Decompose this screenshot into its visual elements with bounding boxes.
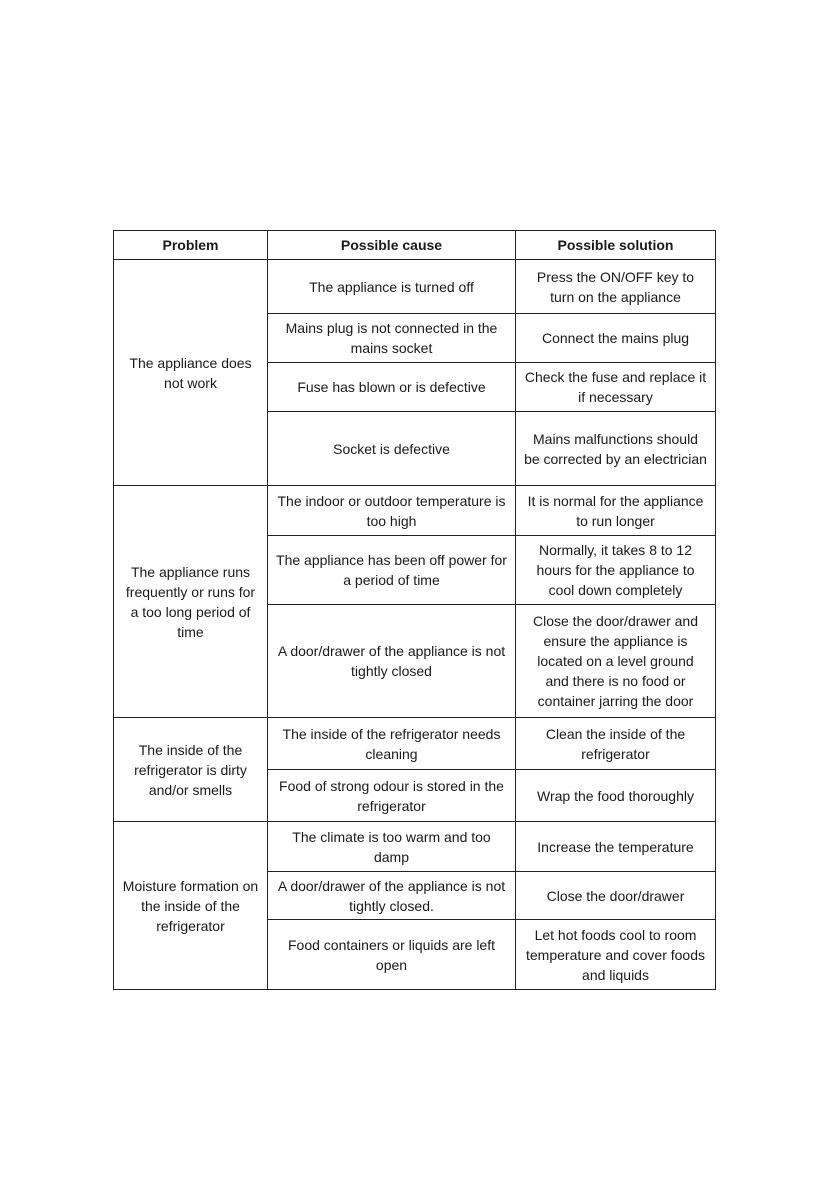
problem-cell: The inside of the refrigerator is dirty and/or smells: [114, 718, 268, 822]
cause-cell: Food containers or liquids are left open: [268, 920, 516, 990]
table-row: [114, 260, 716, 314]
table-row: [114, 822, 716, 872]
cause-cell: Mains plug is not connected in the mains socket: [268, 314, 516, 363]
solution-cell: Let hot foods cool to room temperature and cover foods and liquids: [516, 920, 716, 990]
header-problem: Problem: [114, 231, 268, 260]
solution-cell: Mains malfunctions should be corrected by an electrician: [516, 412, 716, 486]
solution-cell: Check the fuse and replace it if necessary: [516, 363, 716, 412]
cause-cell: A door/drawer of the appliance is not tightly closed: [268, 605, 516, 718]
solution-cell: Clean the inside of the refrigerator: [516, 718, 716, 770]
problem-cell: Moisture formation on the inside of the refrigerator: [114, 822, 268, 990]
solution-cell: Increase the temperature: [516, 822, 716, 872]
cause-cell: The appliance is turned off: [268, 260, 516, 314]
solution-cell: Press the ON/OFF key to turn on the appliance: [516, 260, 716, 314]
header-possible-solution: Possible solution: [516, 231, 716, 260]
cause-cell: The indoor or outdoor temperature is too high: [268, 486, 516, 536]
cause-cell: Food of strong odour is stored in the refrigerator: [268, 770, 516, 822]
solution-cell: Connect the mains plug: [516, 314, 716, 363]
table-row: [114, 486, 716, 536]
cause-cell: The inside of the refrigerator needs cleaning: [268, 718, 516, 770]
cause-cell: Socket is defective: [268, 412, 516, 486]
table-header-row: [114, 231, 716, 260]
solution-cell: Close the door/drawer: [516, 872, 716, 920]
solution-cell: Wrap the food thoroughly: [516, 770, 716, 822]
solution-cell: It is normal for the appliance to run longer: [516, 486, 716, 536]
cause-cell: The appliance has been off power for a period of time: [268, 536, 516, 605]
table-row: [114, 718, 716, 770]
problem-cell: The appliance does not work: [114, 260, 268, 486]
problem-cell: The appliance runs frequently or runs for a too long period of time: [114, 486, 268, 718]
troubleshooting-table: [113, 230, 716, 990]
cause-cell: A door/drawer of the appliance is not tightly closed.: [268, 872, 516, 920]
solution-cell: Normally, it takes 8 to 12 hours for the appliance to cool down completely: [516, 536, 716, 605]
cause-cell: The climate is too warm and too damp: [268, 822, 516, 872]
header-possible-cause: Possible cause: [268, 231, 516, 260]
cause-cell: Fuse has blown or is defective: [268, 363, 516, 412]
solution-cell: Close the door/drawer and ensure the appliance is located on a level ground and there is no food or container jarring the door: [516, 605, 716, 718]
